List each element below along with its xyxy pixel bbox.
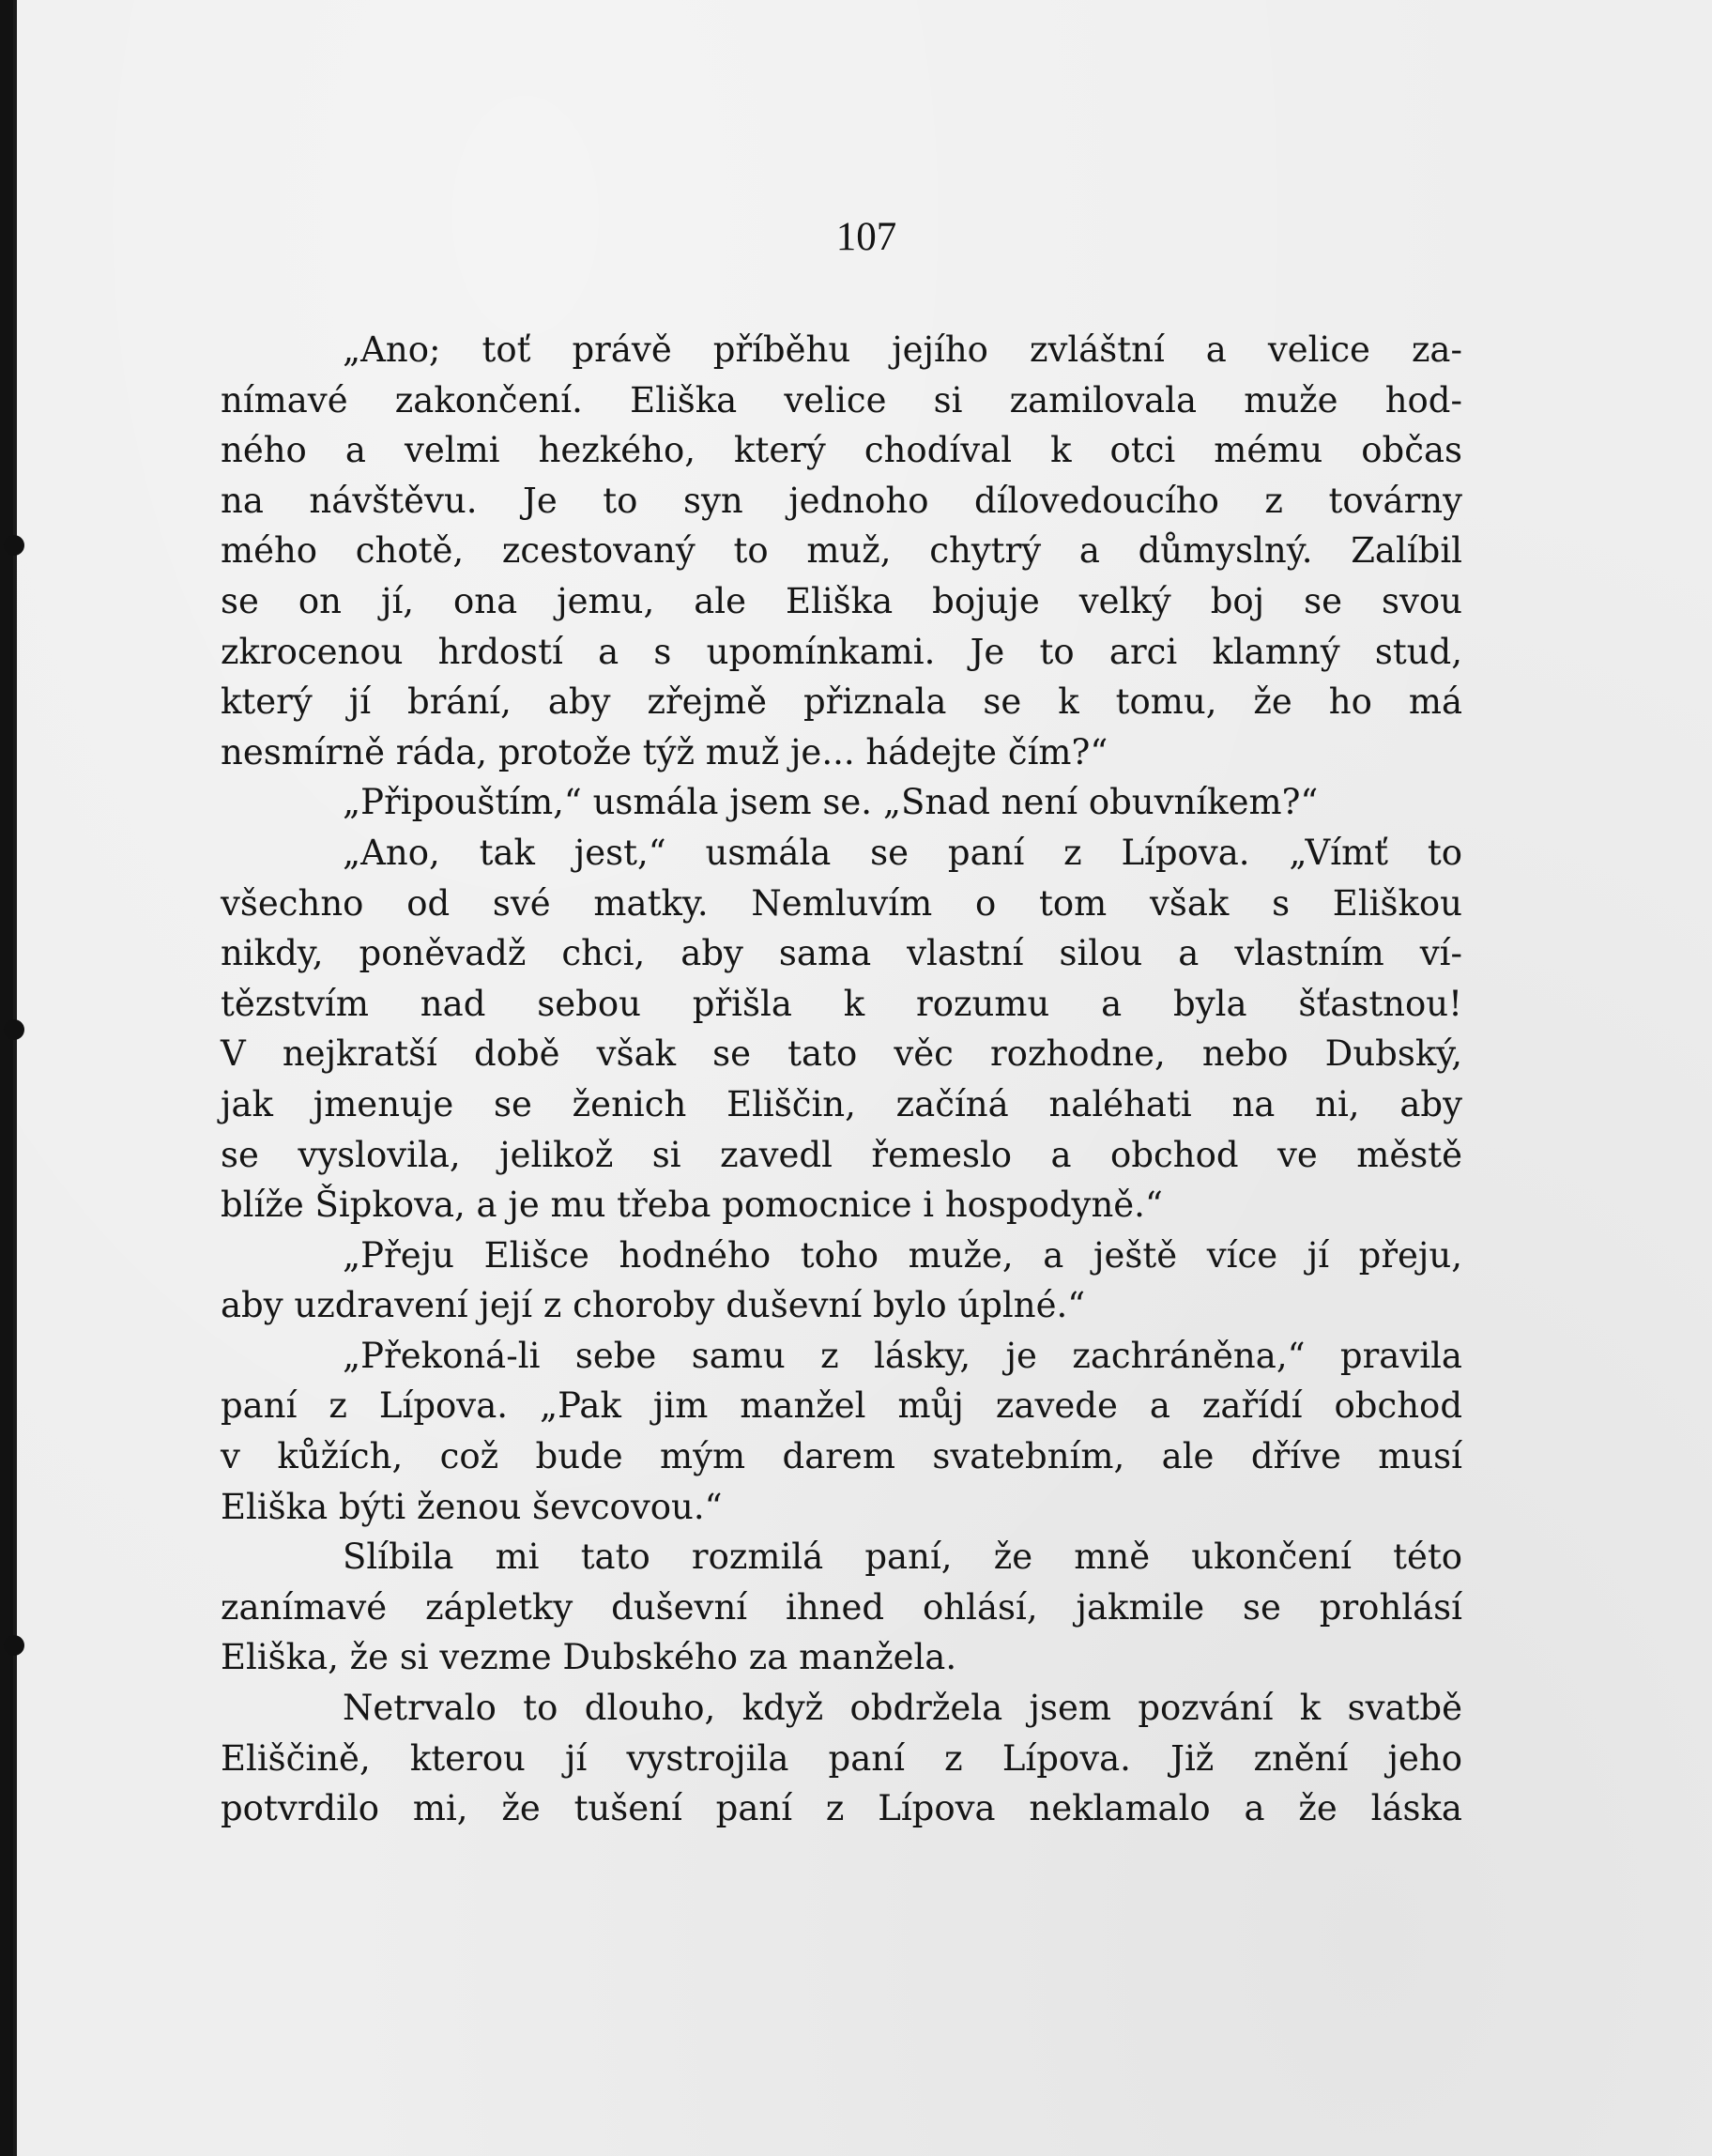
text-line: se vyslovila, jelikož si zavedl řemeslo a obchod ve městě xyxy=(221,1134,1462,1175)
text-line: „Ano; toť právě příběhu jejího zvláštní a velice za- xyxy=(343,329,1462,370)
binding-hole-mark xyxy=(4,1019,24,1040)
text-line: paní z Lípova. „Pak jim manžel můj zavede a zařídí obchod xyxy=(221,1385,1462,1427)
page-number: 107 xyxy=(835,215,897,259)
text-line: Netrvalo to dlouho, když obdržela jsem pozvání k svatbě xyxy=(343,1688,1462,1729)
text-line: který jí brání, aby zřejmě přiznala se k tomu, že ho má xyxy=(221,681,1462,723)
body-text xyxy=(221,325,1462,1834)
text-line: v kůžích, což bude mým darem svatebním, ale dříve musí xyxy=(221,1436,1462,1477)
book-page xyxy=(17,0,1712,2156)
text-line: „Přeju Elišce hodného toho muže, a ještě více jí přeju, xyxy=(343,1234,1462,1276)
text-line: Eliška býti ženou ševcovou.“ xyxy=(221,1486,723,1527)
text-line: Eliščině, kterou jí vystrojila paní z Lípova. Již znění jeho xyxy=(221,1737,1462,1779)
text-line: V nejkratší době však se tato věc rozhodne, nebo Dubský, xyxy=(221,1033,1462,1075)
binding-hole-mark xyxy=(4,1635,24,1656)
text-line: aby uzdravení její z choroby duševní bylo úplné.“ xyxy=(221,1285,1086,1326)
text-line: ného a velmi hezkého, který chodíval k otci mému občas xyxy=(221,430,1462,471)
text-line: „Připouštím,“ usmála jsem se. „Snad není obuvníkem?“ xyxy=(343,782,1319,823)
text-line: „Ano, tak jest,“ usmála se paní z Lípova. „Vímť to xyxy=(343,832,1462,873)
text-line: blíže Šipkova, a je mu třeba pomocnice i hospodyně.“ xyxy=(221,1185,1163,1226)
text-line: potvrdilo mi, že tušení paní z Lípova neklamalo a že láska xyxy=(221,1788,1462,1829)
binding-edge xyxy=(0,0,13,2156)
text-line: zanímavé zápletky duševní ihned ohlásí, jakmile se prohlásí xyxy=(221,1586,1462,1628)
text-line: nesmírně ráda, protože týž muž je... hádejte čím?“ xyxy=(221,731,1108,772)
text-line: tězstvím nad sebou přišla k rozumu a byla šťastnou! xyxy=(221,983,1462,1024)
text-line: Slíbila mi tato rozmilá paní, že mně ukončení této xyxy=(343,1537,1462,1578)
text-line: na návštěvu. Je to syn jednoho dílovedoucího z továrny xyxy=(221,480,1462,521)
text-line: se on jí, ona jemu, ale Eliška bojuje velký boj se svou xyxy=(221,580,1462,621)
binding-hole-mark xyxy=(4,535,24,556)
text-line: zkrocenou hrdostí a s upomínkami. Je to arci klamný stud, xyxy=(221,631,1462,672)
text-line: všechno od své matky. Nemluvím o tom však s Eliškou xyxy=(221,882,1462,924)
text-line: Eliška, že si vezme Dubského za manžela. xyxy=(221,1637,957,1678)
text-line: nikdy, poněvadž chci, aby sama vlastní silou a vlastním ví- xyxy=(221,933,1462,974)
text-line: nímavé zakončení. Eliška velice si zamilovala muže hod- xyxy=(221,379,1462,420)
text-line: mého chotě, zcestovaný to muž, chytrý a důmyslný. Zalíbil xyxy=(221,530,1462,572)
text-line: jak jmenuje se ženich Eliščin, začíná naléhati na ni, aby xyxy=(221,1083,1462,1124)
text-line: „Překoná-li sebe samu z lásky, je zachráněna,“ pravila xyxy=(343,1335,1462,1376)
